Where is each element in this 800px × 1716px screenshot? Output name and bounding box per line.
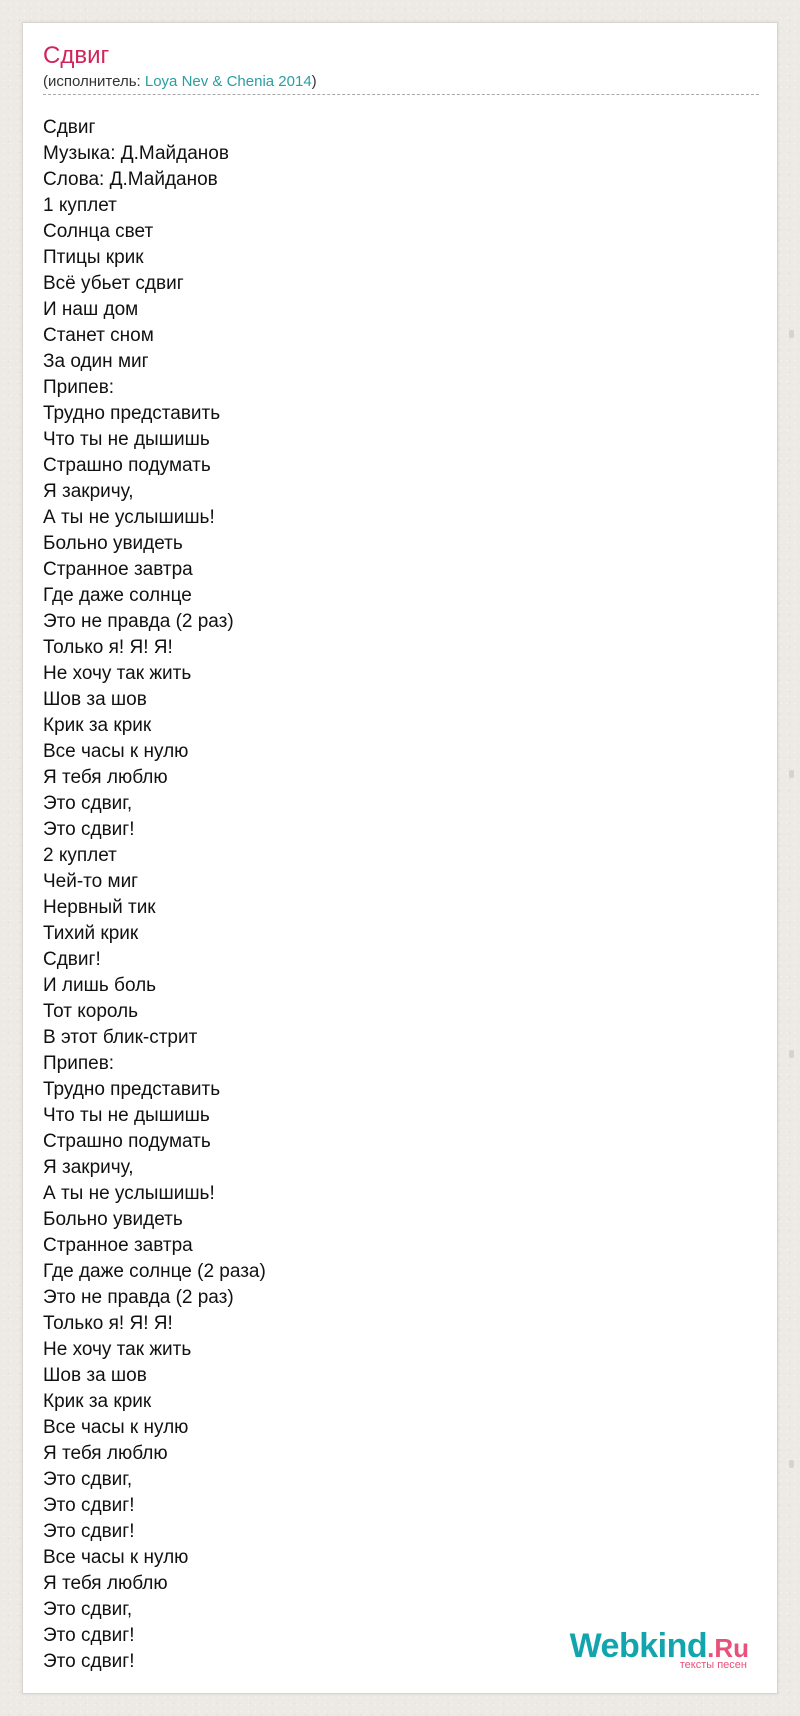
lyric-line: Сдвиг [43, 117, 96, 138]
artist-prefix: (исполнитель: [43, 73, 145, 90]
lyric-line: Шов за шов [43, 689, 147, 710]
lyric-line: Что ты не дышишь [43, 429, 210, 450]
lyric-line: Все часы к нулю [43, 1417, 189, 1438]
lyric-line: И наш дом [43, 299, 139, 320]
lyric-line: Где даже солнце (2 раза) [43, 1261, 266, 1282]
lyric-line: Я закричу, [43, 1157, 134, 1178]
lyric-line: Припев: [43, 1053, 115, 1074]
site-logo[interactable] [570, 1629, 749, 1671]
lyric-line: Шов за шов [43, 1365, 147, 1386]
lyric-line: Солнца свет [43, 221, 154, 242]
lyric-line: Тот король [43, 1001, 139, 1022]
lyric-line: Это сдвиг, [43, 1599, 133, 1620]
lyric-line: 1 куплет [43, 195, 117, 216]
lyric-line: Музыка: Д.Майданов [43, 143, 229, 164]
edge-decoration-mark [789, 1460, 794, 1468]
lyric-line: Припев: [43, 377, 115, 398]
lyric-line: Сдвиг! [43, 949, 101, 970]
lyric-line: За один миг [43, 351, 149, 372]
lyric-line: А ты не услышишь! [43, 1183, 215, 1204]
lyric-line: Все часы к нулю [43, 1547, 189, 1568]
lyric-line: Где даже солнце [43, 585, 192, 606]
lyric-line: Страшно подумать [43, 1131, 211, 1152]
lyric-line: А ты не услышишь! [43, 507, 215, 528]
lyric-line: Это не правда (2 раз) [43, 1287, 234, 1308]
lyric-line: Крик за крик [43, 715, 152, 736]
lyric-line: Странное завтра [43, 559, 193, 580]
lyric-line: Больно увидеть [43, 1209, 183, 1230]
lyric-line: Это сдвиг! [43, 1521, 135, 1542]
lyric-line: Это не правда (2 раз) [43, 611, 234, 632]
artist-line [43, 73, 759, 95]
logo-wordmark: Webkind [569, 1627, 708, 1665]
lyric-line: Только я! Я! Я! [43, 637, 173, 658]
lyric-line: Это сдвиг! [43, 1651, 135, 1672]
lyric-line: Чей-то миг [43, 871, 139, 892]
logo-domain-suffix: .Ru [707, 1633, 749, 1663]
lyric-line: Нервный тик [43, 897, 156, 918]
lyric-line: Крик за крик [43, 1391, 152, 1412]
lyric-line: Тихий крик [43, 923, 139, 944]
lyric-line: Слова: Д.Майданов [43, 169, 218, 190]
lyric-line: Не хочу так жить [43, 1339, 192, 1360]
lyric-line: Все часы к нулю [43, 741, 189, 762]
lyric-line: Я закричу, [43, 481, 134, 502]
song-title: Сдвиг [43, 42, 110, 69]
lyric-line: Птицы крик [43, 247, 144, 268]
lyric-line: В этот блик-стрит [43, 1027, 198, 1048]
lyric-line: Я тебя люблю [43, 767, 168, 788]
edge-decoration-mark [789, 1050, 794, 1058]
lyric-line: 2 куплет [43, 845, 117, 866]
lyric-line: Это сдвиг, [43, 793, 133, 814]
lyrics-text [43, 115, 743, 1675]
lyric-line: Больно увидеть [43, 533, 183, 554]
lyric-line: Это сдвиг, [43, 1469, 133, 1490]
artist-suffix: ) [311, 73, 317, 90]
lyric-line: Это сдвиг! [43, 819, 135, 840]
lyric-line: Трудно представить [43, 403, 221, 424]
lyric-line: И лишь боль [43, 975, 157, 996]
lyric-line: Что ты не дышишь [43, 1105, 210, 1126]
edge-decoration-mark [789, 770, 794, 778]
lyric-line: Всё убьет сдвиг [43, 273, 184, 294]
lyric-line: Трудно представить [43, 1079, 221, 1100]
lyric-line: Это сдвиг! [43, 1495, 135, 1516]
lyric-line: Я тебя люблю [43, 1443, 168, 1464]
lyric-line: Не хочу так жить [43, 663, 192, 684]
logo-tagline: тексты песен [679, 1659, 747, 1671]
artist-link[interactable]: Loya Nev & Chenia 2014 [144, 73, 312, 90]
lyric-line: Это сдвиг! [43, 1625, 135, 1646]
lyric-line: Я тебя люблю [43, 1573, 168, 1594]
lyric-line: Странное завтра [43, 1235, 193, 1256]
lyric-line: Страшно подумать [43, 455, 211, 476]
lyric-line: Станет сном [43, 325, 154, 346]
lyrics-card [22, 22, 778, 1694]
lyric-line: Только я! Я! Я! [43, 1313, 173, 1334]
edge-decoration-mark [789, 330, 794, 338]
